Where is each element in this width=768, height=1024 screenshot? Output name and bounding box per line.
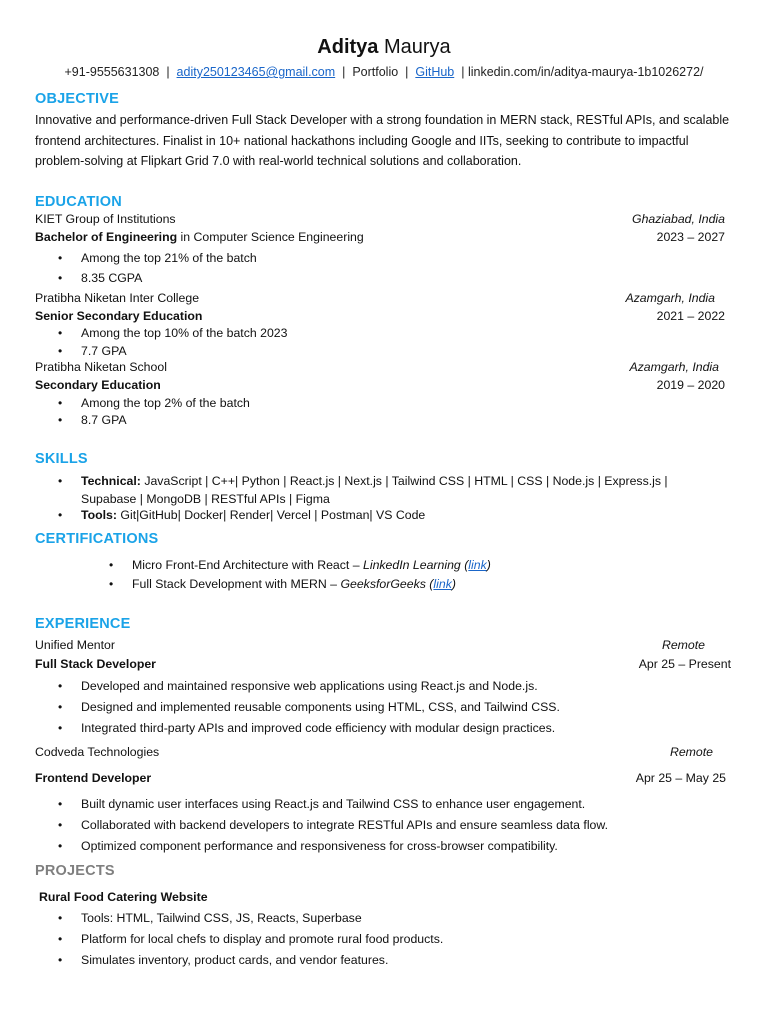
school-name: Pratibha Niketan School [35,360,167,374]
education-degree [35,309,725,323]
degree-field: in Computer Science Engineering [177,230,364,244]
certification-link[interactable]: link [433,577,452,591]
separator: | [166,65,170,79]
list-item: • 8.7 GPA [81,413,127,427]
company-name: Codveda Technologies [35,745,160,759]
portfolio-link[interactable]: Portfolio [352,65,399,79]
certification-link[interactable]: link [468,558,487,572]
github-link[interactable]: GitHub [415,65,455,79]
first-name: Aditya [317,36,379,58]
degree-name: Senior Secondary Education [35,309,203,323]
company-name: Unified Mentor [35,638,115,652]
candidate-name [0,36,768,59]
certification-item: • Micro Front-End Architecture with React – LinkedIn Learning (link) [132,558,491,572]
projects-heading: PROJECTS [35,863,115,879]
list-item: • Integrated third-party APIs and improved code efficiency with modular design practices. [81,721,555,735]
list-item: • Platform for local chefs to display and promote rural food products. [81,932,443,946]
separator: | [405,65,409,79]
school-name: KIET Group of Institutions [35,212,176,226]
education-school [35,212,725,226]
list-item: • Among the top 2% of the batch [81,396,250,410]
list-item: • Designed and implemented reusable components using HTML, CSS, and Tailwind CSS. [81,700,560,714]
linkedin-link[interactable]: linkedin.com/in/aditya-maurya-1b1026272/ [467,65,704,79]
role-dates: Apr 25 – May 25 [635,771,726,785]
company-location: Remote [661,638,705,652]
degree-dates: 2019 – 2020 [656,378,725,392]
certification-issuer: GeeksforGeeks [340,577,426,591]
school-name: Pratibha Niketan Inter College [35,291,200,305]
education-degree [35,230,725,244]
education-degree [35,378,725,392]
experience-company [35,638,725,652]
list-item: • Developed and maintained responsive web applications using React.js and Node.js. [81,679,538,693]
degree-name: Secondary Education [35,378,161,392]
list-item: • Collaborated with backend developers to integrate RESTful APIs and ensure seamless data flow. [81,818,608,832]
role-title: Frontend Developer [35,771,152,785]
degree-dates: 2021 – 2022 [656,309,725,323]
skills-heading: SKILLS [35,451,88,467]
list-item: • Simulates inventory, product cards, and vendor features. [81,953,388,967]
list-item: • Among the top 10% of the batch 2023 [81,326,287,340]
phone-number: +91-9555631308 [64,65,160,79]
list-item: • 7.7 GPA [81,344,127,358]
list-item: • Tools: HTML, Tailwind CSS, JS, Reacts, Superbase [81,911,362,925]
school-location: Ghaziabad, India [632,212,725,226]
skills-tools-value: Git|GitHub| Docker| Render| Vercel | Postman| VS Code [116,508,426,522]
degree-dates: 2023 – 2027 [656,230,725,244]
skills-tools-label: Tools: [81,508,117,522]
experience-company [35,745,725,759]
role-title: Full Stack Developer [35,657,156,671]
experience-role [35,657,731,671]
education-school [35,291,725,305]
company-location: Remote [669,745,713,759]
school-location: Azamgarh, India [629,360,719,374]
certification-name: Full Stack Development with MERN – [132,577,341,591]
list-item: • Among the top 21% of the batch [81,251,257,265]
experience-heading: EXPERIENCE [35,616,131,632]
school-location: Azamgarh, India [625,291,715,305]
certifications-heading: CERTIFICATIONS [35,531,159,547]
separator: | [461,65,465,79]
certification-item: • Full Stack Development with MERN – GeeksforGeeks (link) [132,577,456,591]
skills-technical-label: Technical: [81,474,141,488]
certification-name: Micro Front-End Architecture with React – [132,558,363,572]
skills-technical-value: JavaScript | C++| Python | React.js | Next.js | Tailwind CSS | HTML | CSS | Node.js | Express.js | Supabase | MongoDB | RESTful APIs | Figma [81,474,668,506]
list-item: • Built dynamic user interfaces using React.js and Tailwind CSS to enhance user engagement. [81,797,585,811]
separator: | [342,65,346,79]
role-dates: Apr 25 – Present [638,657,731,671]
objective-heading: OBJECTIVE [35,91,119,107]
certification-issuer: LinkedIn Learning [363,558,461,572]
list-item: • Optimized component performance and responsiveness for cross-browser compatibility. [81,839,558,853]
skills-technical [81,472,681,508]
objective-text: Innovative and performance-driven Full Stack Developer with a strong foundation in MERN stack, RESTful APIs, and scalable frontend architectures. Finalist in 10+ national hackathons including Google and IITs, seeking to contribute to impactful problem-solving at Flipkart Grid 7.0 with real-world technical solutions and collaboration. [35,113,730,168]
skills-tools [81,508,425,522]
last-name: Maurya [383,36,451,58]
education-school [35,360,725,374]
project-name: Rural Food Catering Website [39,890,208,904]
degree-name: Bachelor of Engineering [35,230,178,244]
email-link[interactable]: adity250123465@gmail.com [176,65,336,79]
contact-line [0,65,768,79]
experience-role [35,771,725,785]
list-item: • 8.35 CGPA [81,271,142,285]
education-heading: EDUCATION [35,194,122,210]
